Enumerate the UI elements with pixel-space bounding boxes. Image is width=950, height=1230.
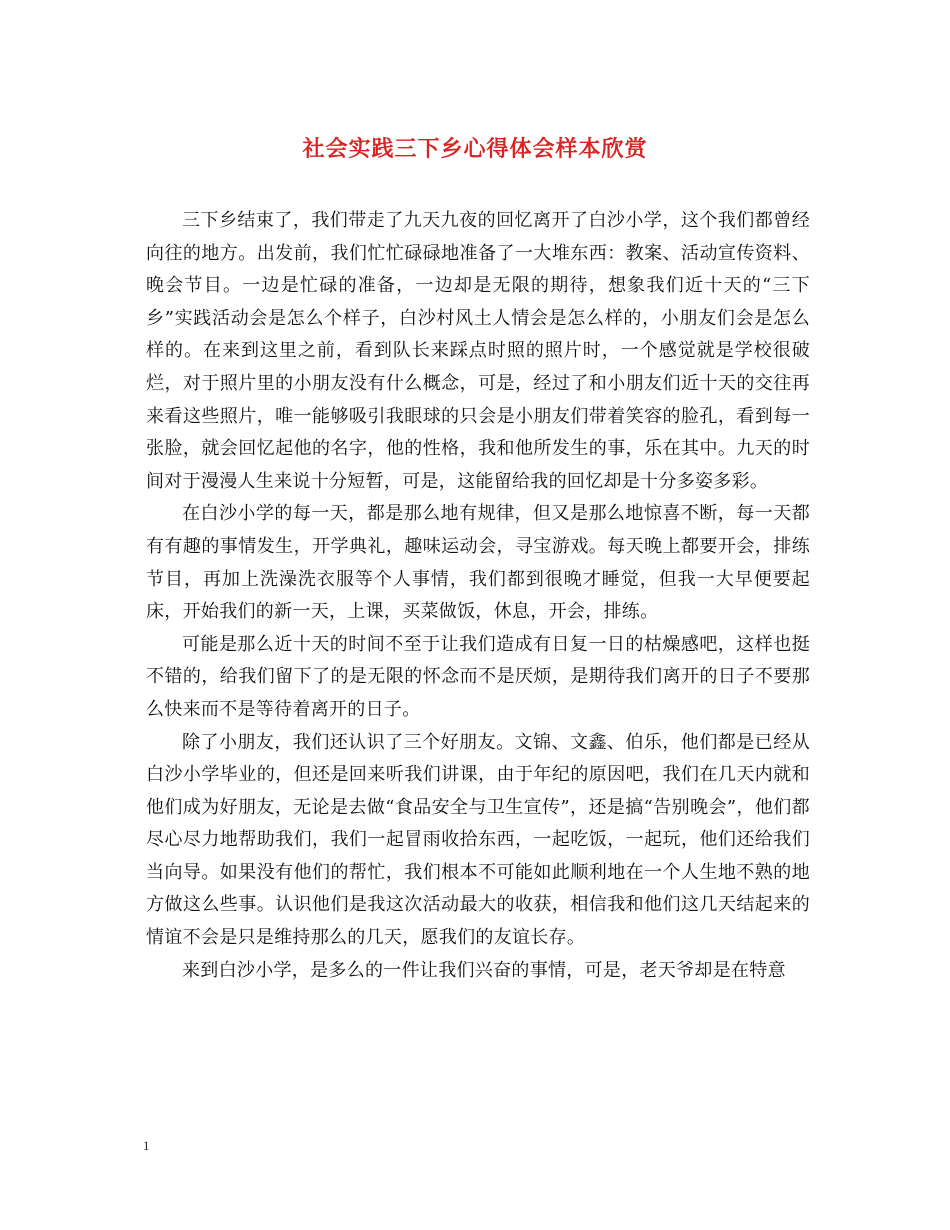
paragraph-3: 可能是那么近十天的时间不至于让我们造成有日复一日的枯燥感吧，这样也挺不错的，给我们留下了的是无限的怀念而不是厌烦，是期待我们离开的日子不要那么快来而不是等待着离开的日子。 [146,633,810,720]
paragraph-1: 三下乡结束了，我们带走了九天九夜的回忆离开了白沙小学，这个我们都曾经向往的地方。出发前，我们忙忙碌碌地准备了一大堆东西：教案、活动宣传资料、晚会节目。一边是忙碌的准备，一边却是无限的期待，想象我们近十天的“三下乡”实践活动会是怎么个样子，白沙村风土人情会是怎么样的，小朋友们会是怎么样的。在来到这里之前，看到队长来踩点时照的照片时，一个感觉就是学校很破烂，对于照片里的小朋友没有什么概念，可是，经过了和小朋友们近十天的交往再来看这些照片，唯一能够吸引我眼球的只会是小朋友们带着笑容的脸孔，看到每一张脸，就会回忆起他的名字，他的性格，我和他所发生的事，乐在其中。九天的时间对于漫漫人生来说十分短暂，可是，这能留给我的回忆却是十分多姿多彩。 [146,210,810,492]
paragraph-2: 在白沙小学的每一天，都是那么地有规律，但又是那么地惊喜不断，每一天都有有趣的事情发生，开学典礼，趣味运动会，寻宝游戏。每天晚上都要开会，排练节目，再加上洗澡洗衣服等个人事情，我们都到很晚才睡觉，但我一大早便要起床，开始我们的新一天，上课，买菜做饭，休息，开会，排练。 [146,503,810,623]
paragraph-4: 除了小朋友，我们还认识了三个好朋友。文锦、文鑫、伯乐，他们都是已经从白沙小学毕业的，但还是回来听我们讲课，由于年纪的原因吧，我们在几天内就和他们成为好朋友，无论是去做“食品安全与卫生宣传”，还是搞“告别晚会”，他们都尽心尽力地帮助我们，我们一起冒雨收拾东西，一起吃饭，一起玩，他们还给我们当向导。如果没有他们的帮忙，我们根本不可能如此顺利地在一个人生地不熟的地方做这么些事。认识他们是我这次活动最大的收获，相信我和他们这几天结起来的情谊不会是只是维持那么的几天，愿我们的友谊长存。 [146,731,810,949]
paragraph-5: 来到白沙小学，是多么的一件让我们兴奋的事情，可是，老天爷却是在特意 [182,959,786,981]
document-body [146,205,810,987]
document-title: 社会实践三下乡心得体会样本欣赏 [302,136,648,162]
page-number: 1 [143,1138,150,1153]
